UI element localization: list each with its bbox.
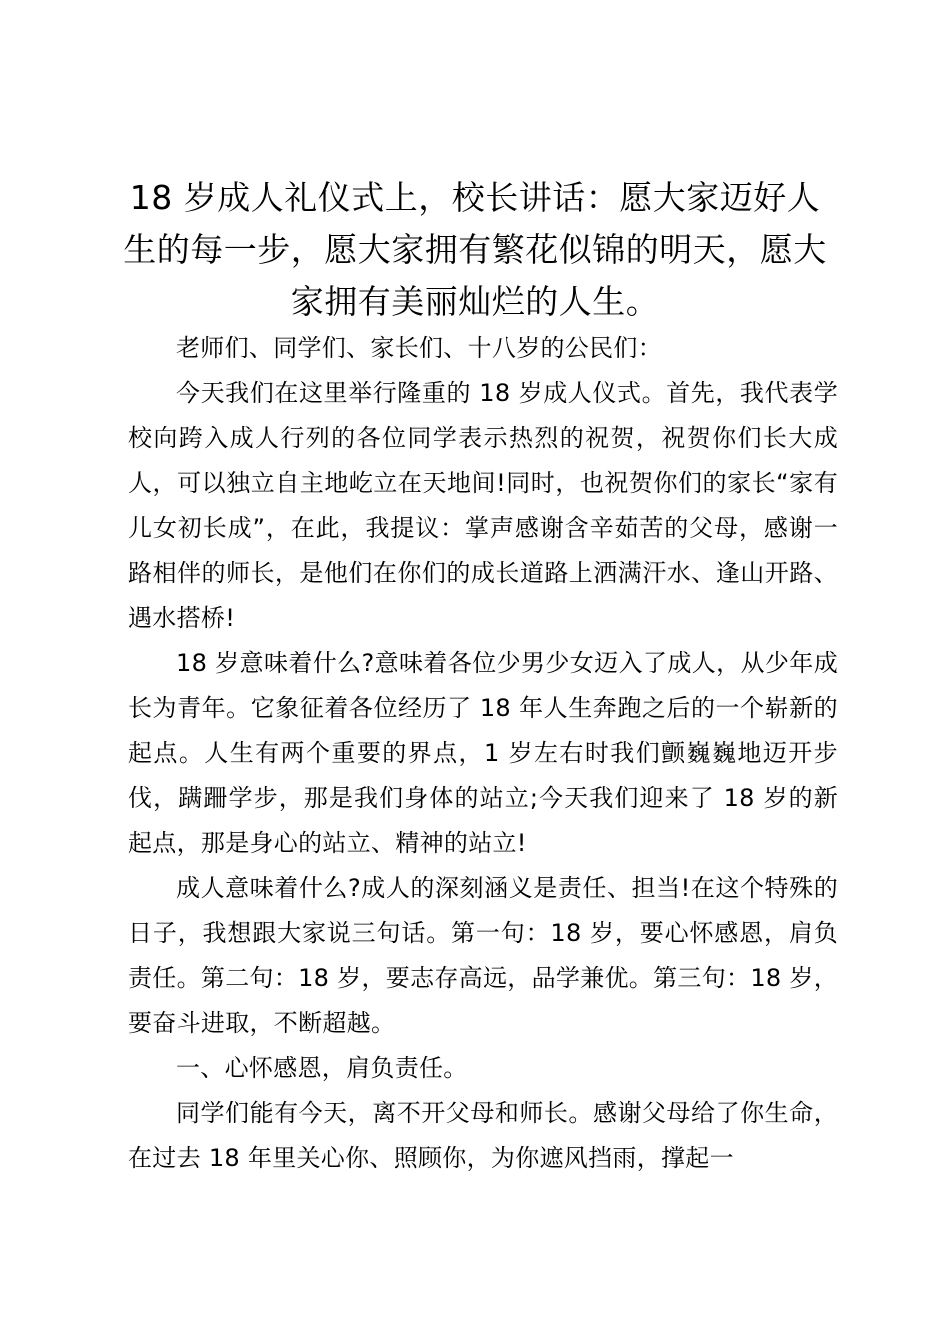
page-title: 18 岁成人礼仪式上，校长讲话：愿大家迈好人生的每一步，愿大家拥有繁花似锦的明天，愿大家拥有美丽灿烂的人生。 (123, 178, 827, 321)
paragraph: 同学们能有今天，离不开父母和师长。感谢父母给了你生命，在过去 18 年里关心你、照顾你，为你遮风挡雨，撑起一 (128, 1099, 838, 1172)
section-heading: 一、心怀感恩，肩负责任。 (176, 1054, 468, 1082)
paragraph: 成人意味着什么?成人的深刻涵义是责任、担当!在这个特殊的日子，我想跟大家说三句话。第一句：18 岁，要心怀感恩，肩负责任。第二句：18 岁，要志存高远，品学兼优。第三句：18 岁，要奋斗进取，不断超越。 (128, 874, 838, 1037)
document-body (128, 326, 838, 1181)
paragraph: 18 岁意味着什么?意味着各位少男少女迈入了成人，从少年成长为青年。它象征着各位经历了 18 年人生奔跑之后的一个崭新的起点。人生有两个重要的界点，1 岁左右时我们颤巍巍地迈开步伐，蹒跚学步，那是我们身体的站立;今天我们迎来了 18 岁的新起点，那是身心的站立、精神的站立! (128, 649, 838, 857)
paragraph: 今天我们在这里举行隆重的 18 岁成人仪式。首先，我代表学校向跨入成人行列的各位同学表示热烈的祝贺，祝贺你们长大成人，可以独立自主地屹立在天地间!同时，也祝贺你们的家长“家有儿女初长成”，在此，我提议：掌声感谢含辛茹苦的父母，感谢一路相伴的师长，是他们在你们的成长道路上洒满汗水、逢山开路、遇水搭桥! (128, 379, 838, 632)
salutation: 老师们、同学们、家长们、十八岁的公民们： (176, 334, 662, 362)
